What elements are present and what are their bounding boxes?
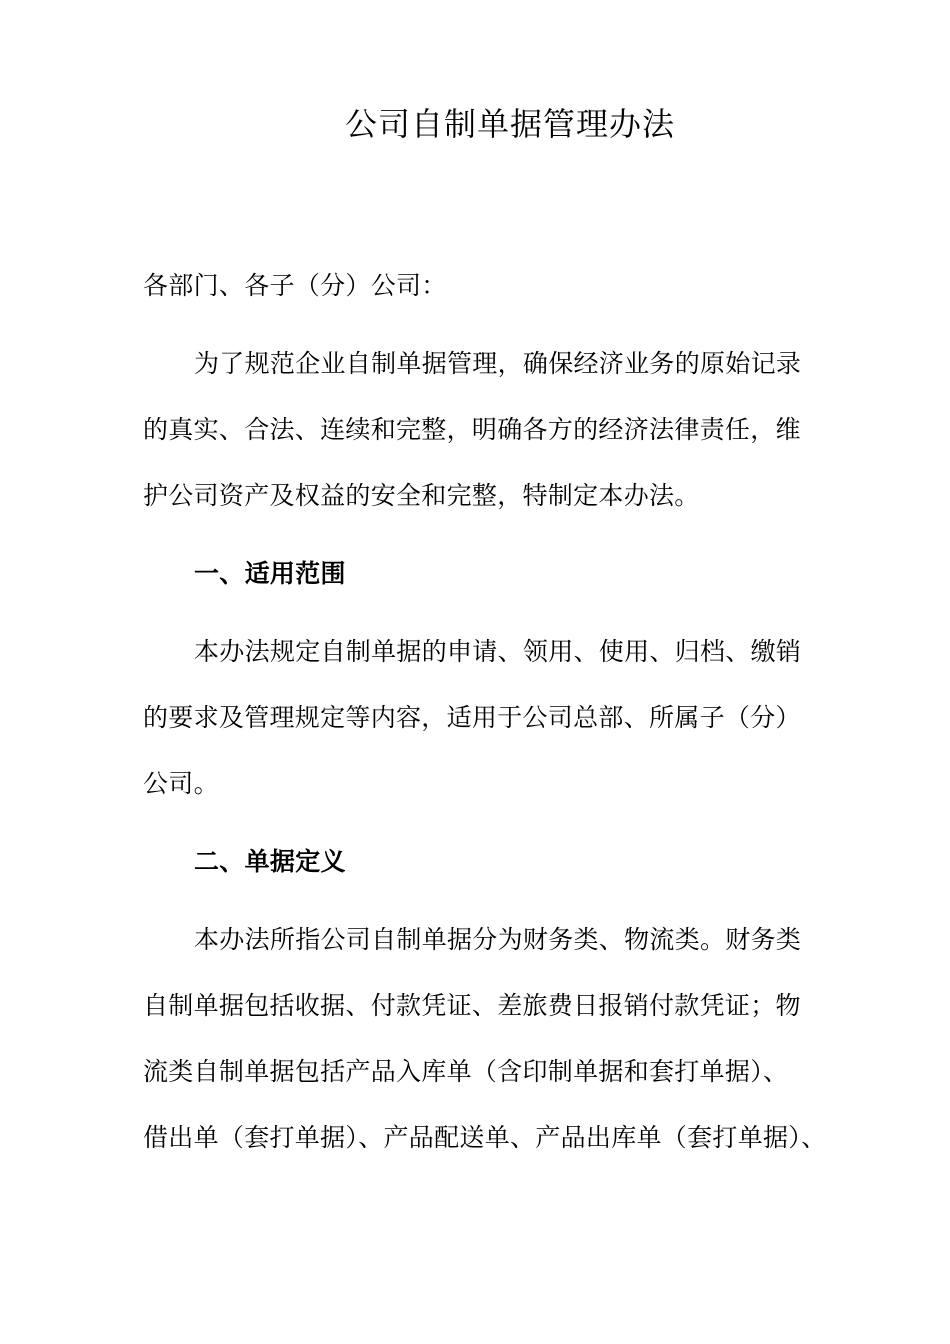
section-heading-definition: 二、单据定义 [194, 847, 346, 876]
definition-line-3: 流类自制单据包括产品入库单（含印制单据和套打单据）、 [143, 1057, 789, 1086]
salutation: 各部门、各子（分）公司： [143, 271, 447, 300]
document-title: 公司自制单据管理办法 [344, 105, 675, 143]
definition-line-1: 本办法所指公司自制单据分为财务类、物流类。财务类 [194, 925, 802, 954]
definition-line-2: 自制单据包括收据、付款凭证、差旅费日报销付款凭证；物 [143, 991, 801, 1020]
scope-line-3: 公司。 [143, 769, 219, 798]
definition-line-4: 借出单（套打单据）、产品配送单、产品出库单（套打单据）、 [143, 1123, 827, 1152]
scope-line-1: 本办法规定自制单据的申请、领用、使用、归档、缴销 [194, 637, 802, 666]
scope-line-2: 的要求及管理规定等内容，适用于公司总部、所属子（分） [143, 703, 801, 732]
intro-line-3: 护公司资产及权益的安全和完整，特制定本办法。 [143, 481, 700, 510]
intro-line-1: 为了规范企业自制单据管理，确保经济业务的原始记录 [194, 349, 802, 378]
intro-line-2: 的真实、合法、连续和完整，明确各方的经济法律责任，维 [143, 415, 801, 444]
section-heading-scope: 一、适用范围 [194, 559, 346, 588]
